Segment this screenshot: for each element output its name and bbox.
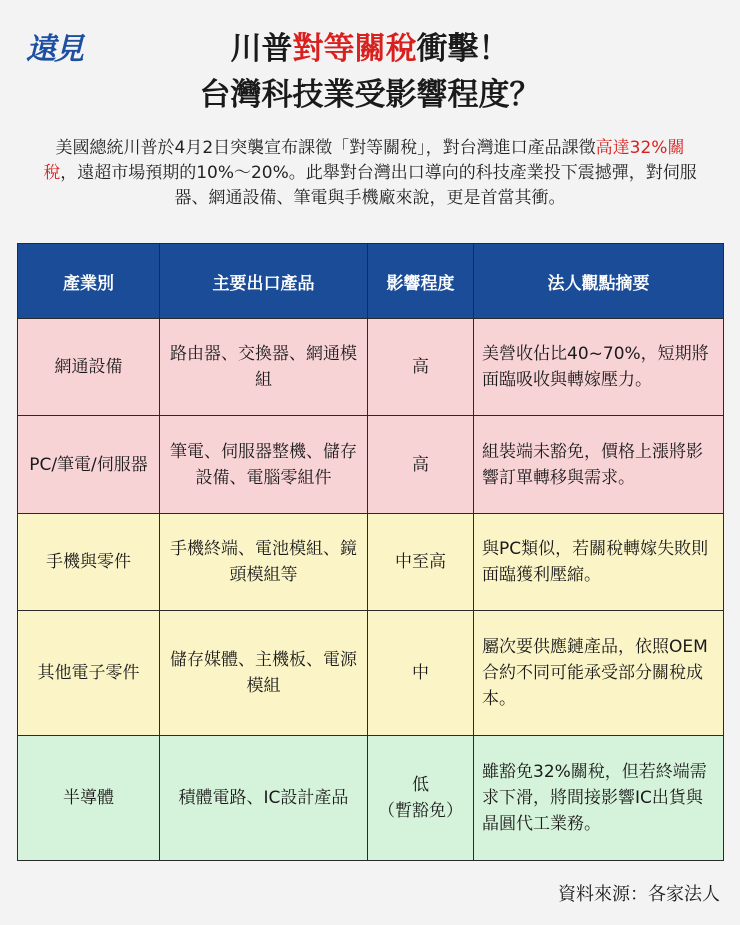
page-title — [0, 26, 740, 118]
source-note: 資料來源：各家法人 — [558, 884, 720, 905]
title-line-1: 川普對等關稅衝擊！ — [230, 31, 510, 67]
industry-cell: 手機與零件 — [18, 514, 160, 611]
title-line-2: 台灣科技業受影響程度？ — [199, 77, 541, 113]
products-cell: 路由器、交換器、網通模組 — [160, 319, 368, 416]
products-cell: 儲存媒體、主機板、電源模組 — [160, 611, 368, 736]
products-cell: 積體電路、IC設計產品 — [160, 736, 368, 861]
intro-paragraph: 美國總統川普於4月2日突襲宣布課徵「對等關稅」，對台灣進口產品課徵高達32%關稅，遠超市場預期的10%～20%。此舉對台灣出口導向的科技產業投下震撼彈，對伺服器、網通設備、筆電與手機廠來說，更是首當其衝。 — [43, 138, 697, 208]
title-highlight: 對等關稅 — [292, 31, 417, 67]
header-impact: 影響程度 — [368, 244, 474, 319]
opinion-cell: 與PC類似，若關稅轉嫁失敗則面臨獲利壓縮。 — [474, 514, 724, 611]
impact-note: （暫豁免） — [378, 801, 463, 821]
header-products: 主要出口產品 — [160, 244, 368, 319]
table-row — [18, 611, 724, 736]
impact-table — [17, 243, 724, 861]
opinion-cell: 組裝端未豁免，價格上漲將影響訂單轉移與需求。 — [474, 416, 724, 514]
impact-cell: 中 — [368, 611, 474, 736]
brand-logo: 遠見 — [26, 32, 82, 67]
impact-cell: 高 — [368, 319, 474, 416]
impact-cell: 中至高 — [368, 514, 474, 611]
impact-cell — [368, 736, 474, 861]
impact-value: 低 — [412, 775, 429, 795]
industry-cell: 其他電子零件 — [18, 611, 160, 736]
opinion-cell: 美營收佔比40~70%，短期將面臨吸收與轉嫁壓力。 — [474, 319, 724, 416]
table-row — [18, 416, 724, 514]
impact-cell: 高 — [368, 416, 474, 514]
industry-cell: PC/筆電/伺服器 — [18, 416, 160, 514]
products-cell: 筆電、伺服器整機、儲存設備、電腦零組件 — [160, 416, 368, 514]
industry-cell: 半導體 — [18, 736, 160, 861]
table-row — [18, 514, 724, 611]
intro-highlight: 高達32%關稅 — [43, 138, 685, 183]
header-opinion: 法人觀點摘要 — [474, 244, 724, 319]
table-header-row — [18, 244, 724, 319]
header-industry: 產業別 — [18, 244, 160, 319]
products-cell: 手機終端、電池模組、鏡頭模組等 — [160, 514, 368, 611]
table-row — [18, 736, 724, 861]
table-row — [18, 319, 724, 416]
opinion-cell: 雖豁免32%關稅，但若終端需求下滑，將間接影響IC出貨與晶圓代工業務。 — [474, 736, 724, 861]
opinion-cell: 屬次要供應鏈產品，依照OEM合約不同可能承受部分關稅成本。 — [474, 611, 724, 736]
industry-cell: 網通設備 — [18, 319, 160, 416]
